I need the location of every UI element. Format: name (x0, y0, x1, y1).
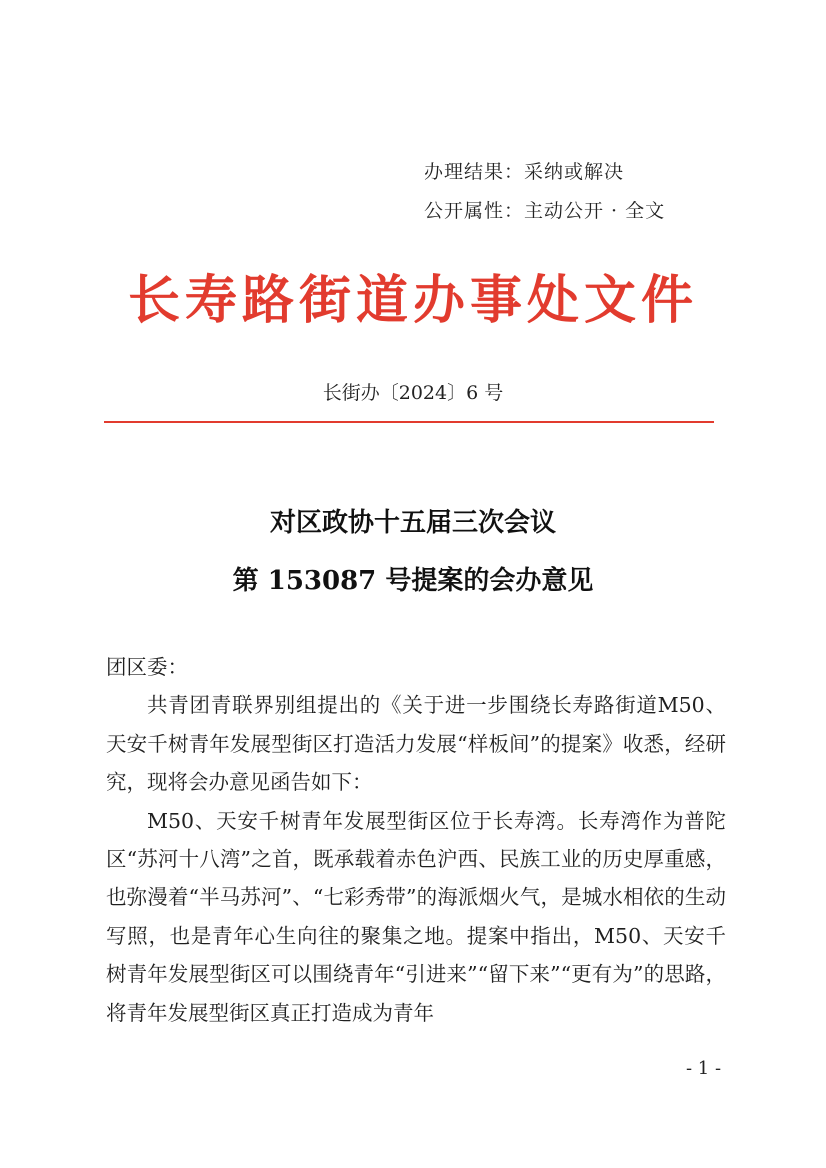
page-number: - 1 - (686, 1058, 722, 1079)
handling-result: 办理结果：采纳或解决 (424, 161, 625, 183)
document-title-line-2: 第 153087 号提案的会办意见 (232, 566, 594, 596)
body-paragraph-1: 共青团青联界别组提出的《关于进一步围绕长寿路街道M50、天安千树青年发展型街区打造活力发展“样板间”的提案》收悉，经研究，现将会办意见函告如下： (106, 693, 726, 795)
document-body (106, 648, 726, 1032)
header-divider (104, 421, 714, 423)
publicity-attribute: 公开属性：主动公开 · 全文 (424, 200, 666, 222)
salutation: 团区委： (106, 655, 188, 679)
document-number: 长街办〔2024〕6 号 (322, 382, 504, 404)
issuer-header-title: 长寿路街道办事处文件 (127, 271, 698, 331)
body-paragraph-2: M50、天安千树青年发展型街区位于长寿湾。长寿湾作为普陀区“苏河十八湾”之首，既承载着赤色沪西、民族工业的历史厚重感，也弥漫着“半马苏河”、“七彩秀带”的海派烟火气，是城水相依的生动写照，也是青年心生向往的聚集之地。提案中指出，M50、天安千树青年发展型街区可以围绕青年“引进来”“留下来”“更有为”的思路，将青年发展型街区真正打造成为青年 (106, 808, 726, 1025)
document-title-line-1: 对区政协十五届三次会议 (269, 508, 556, 538)
